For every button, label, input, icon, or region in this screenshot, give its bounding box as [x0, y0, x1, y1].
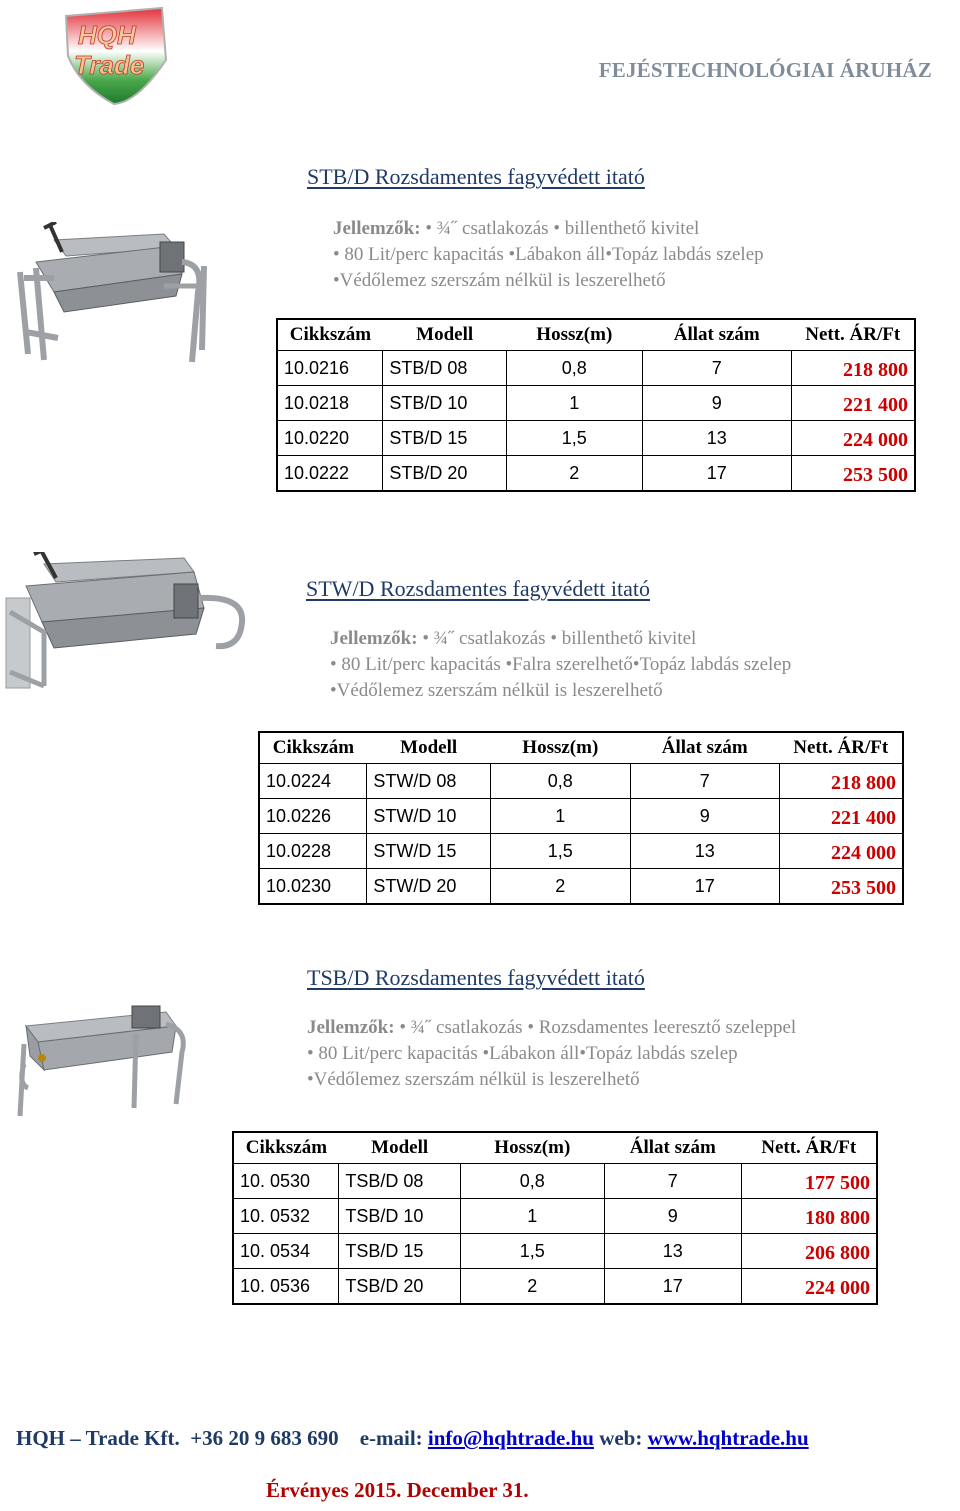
cell-price: 206 800 [741, 1234, 877, 1269]
feature-line: •Védőlemez szerszám nélkül is leszerelhető [333, 270, 666, 291]
feature-line: • ¾˝ csatlakozás • billenthető kivitel [417, 628, 697, 649]
table-row [233, 1199, 877, 1234]
cell-code: 10.0218 [277, 386, 383, 421]
cell-code: 10.0220 [277, 421, 383, 456]
table-header-row [233, 1132, 877, 1164]
cell-code: 10.0230 [259, 869, 367, 905]
cell-length: 2 [491, 869, 631, 905]
table-header-row [277, 319, 915, 351]
col-header-animals: Állat szám [673, 324, 760, 345]
table-row [233, 1234, 877, 1269]
col-header-price: Nett. ÁR/Ft [793, 737, 889, 758]
col-header-model: Modell [416, 324, 474, 345]
footer-email-label: e-mail: [359, 1426, 423, 1450]
cell-code: 10.0226 [259, 799, 367, 834]
web-link[interactable]: www.hqhtrade.hu [647, 1426, 809, 1450]
svg-text:HQH: HQH [78, 20, 136, 50]
features-tsb [307, 1015, 796, 1093]
table-row [259, 834, 903, 869]
cell-model: STW/D 15 [367, 834, 491, 869]
cell-length: 1 [506, 386, 642, 421]
cell-animals: 7 [604, 1164, 741, 1199]
cell-price: 253 500 [791, 456, 915, 492]
cell-price: 218 800 [791, 351, 915, 386]
cell-model: STB/D 15 [383, 421, 507, 456]
cell-length: 0,8 [506, 351, 642, 386]
col-header-animals: Állat szám [629, 1137, 716, 1158]
cell-animals: 17 [642, 456, 791, 492]
cell-code: 10.0228 [259, 834, 367, 869]
cell-model: STW/D 10 [367, 799, 491, 834]
col-header-code: Cikkszám [289, 324, 372, 345]
footer-contact [16, 1426, 809, 1451]
cell-price: 253 500 [779, 869, 903, 905]
cell-animals: 9 [642, 386, 791, 421]
table-row [277, 386, 915, 421]
cell-code: 10. 0530 [233, 1164, 339, 1199]
feature-line: •Védőlemez szerszám nélkül is leszerelhető [307, 1069, 640, 1090]
col-header-code: Cikkszám [245, 1137, 328, 1158]
footer-phone: +36 20 9 683 690 [190, 1426, 339, 1450]
table-row [277, 351, 915, 386]
col-header-code: Cikkszám [272, 737, 355, 758]
col-header-price: Nett. ÁR/Ft [805, 324, 901, 345]
store-title: FEJÉSTECHNOLÓGIAI ÁRUHÁZ [598, 58, 932, 82]
table-row [277, 421, 915, 456]
features-stw [330, 626, 791, 704]
feature-line: •Védőlemez szerszám nélkül is leszerelhető [330, 680, 663, 701]
cell-price: 180 800 [741, 1199, 877, 1234]
cell-model: TSB/D 20 [339, 1269, 461, 1305]
price-table-tsb [232, 1131, 878, 1305]
cell-animals: 13 [630, 834, 779, 869]
product-image-stb [14, 222, 240, 377]
feature-line: • 80 Lit/perc kapacitás •Lábakon áll•Topáz labdás szelep [307, 1043, 738, 1064]
product-image-stw [4, 552, 250, 707]
footer-company: HQH – Trade Kft. [16, 1426, 180, 1450]
table-row [259, 764, 903, 799]
cell-animals: 7 [630, 764, 779, 799]
cell-code: 10.0224 [259, 764, 367, 799]
footer-web-label: web: [599, 1426, 643, 1450]
table-row [259, 799, 903, 834]
cell-price: 224 000 [741, 1269, 877, 1305]
cell-model: STW/D 08 [367, 764, 491, 799]
features-label: Jellemzők: [333, 218, 421, 239]
features-label: Jellemzők: [307, 1017, 395, 1038]
cell-code: 10.0216 [277, 351, 383, 386]
cell-model: STB/D 08 [383, 351, 507, 386]
cell-price: 224 000 [779, 834, 903, 869]
cell-price: 221 400 [791, 386, 915, 421]
cell-price: 218 800 [779, 764, 903, 799]
feature-line: • 80 Lit/perc kapacitás •Lábakon áll•Topáz labdás szelep [333, 244, 764, 265]
section-title-stb: STB/D Rozsdamentes fagyvédett itató [307, 164, 645, 189]
section-title-stw: STW/D Rozsdamentes fagyvédett itató [306, 576, 650, 601]
cell-code: 10. 0534 [233, 1234, 339, 1269]
cell-length: 1,5 [506, 421, 642, 456]
svg-text:Trade: Trade [74, 50, 145, 80]
cell-price: 177 500 [741, 1164, 877, 1199]
table-row [277, 456, 915, 492]
cell-length: 1,5 [491, 834, 631, 869]
cell-model: STB/D 20 [383, 456, 507, 492]
cell-model: STB/D 10 [383, 386, 507, 421]
cell-length: 2 [461, 1269, 605, 1305]
cell-length: 0,8 [491, 764, 631, 799]
col-header-length: Hossz(m) [536, 324, 613, 345]
cell-animals: 17 [630, 869, 779, 905]
cell-price: 221 400 [779, 799, 903, 834]
features-label: Jellemzők: [330, 628, 418, 649]
cell-animals: 17 [604, 1269, 741, 1305]
col-header-model: Modell [371, 1137, 429, 1158]
cell-length: 1 [491, 799, 631, 834]
table-header-row [259, 732, 903, 764]
cell-code: 10. 0532 [233, 1199, 339, 1234]
cell-animals: 9 [630, 799, 779, 834]
cell-animals: 13 [604, 1234, 741, 1269]
col-header-length: Hossz(m) [494, 1137, 571, 1158]
table-row [259, 869, 903, 905]
cell-code: 10. 0536 [233, 1269, 339, 1305]
feature-line: • ¾˝ csatlakozás • billenthető kivitel [420, 218, 700, 239]
cell-animals: 13 [642, 421, 791, 456]
feature-line: • ¾˝ csatlakozás • Rozsdamentes leeresztő szeleppel [394, 1017, 797, 1038]
section-title-tsb: TSB/D Rozsdamentes fagyvédett itató [307, 965, 645, 990]
cell-model: TSB/D 08 [339, 1164, 461, 1199]
cell-model: TSB/D 15 [339, 1234, 461, 1269]
col-header-animals: Állat szám [661, 737, 748, 758]
table-row [233, 1269, 877, 1305]
feature-line: • 80 Lit/perc kapacitás •Falra szerelhető•Topáz labdás szelep [330, 654, 792, 675]
cell-animals: 9 [604, 1199, 741, 1234]
cell-length: 2 [506, 456, 642, 492]
cell-length: 1 [461, 1199, 605, 1234]
email-link[interactable]: info@hqhtrade.hu [427, 1426, 594, 1450]
cell-length: 1,5 [461, 1234, 605, 1269]
col-header-length: Hossz(m) [522, 737, 599, 758]
cell-model: STW/D 20 [367, 869, 491, 905]
col-header-model: Modell [400, 737, 458, 758]
company-logo [58, 6, 178, 106]
validity-date: Érvényes 2015. December 31. [266, 1478, 529, 1502]
col-header-price: Nett. ÁR/Ft [761, 1137, 857, 1158]
price-table-stw [258, 731, 904, 905]
cell-code: 10.0222 [277, 456, 383, 492]
cell-model: TSB/D 10 [339, 1199, 461, 1234]
cell-length: 0,8 [461, 1164, 605, 1199]
price-table-stb [276, 318, 916, 492]
product-image-tsb [16, 1004, 192, 1125]
table-row [233, 1164, 877, 1199]
cell-animals: 7 [642, 351, 791, 386]
cell-price: 224 000 [791, 421, 915, 456]
features-stb [333, 216, 764, 294]
